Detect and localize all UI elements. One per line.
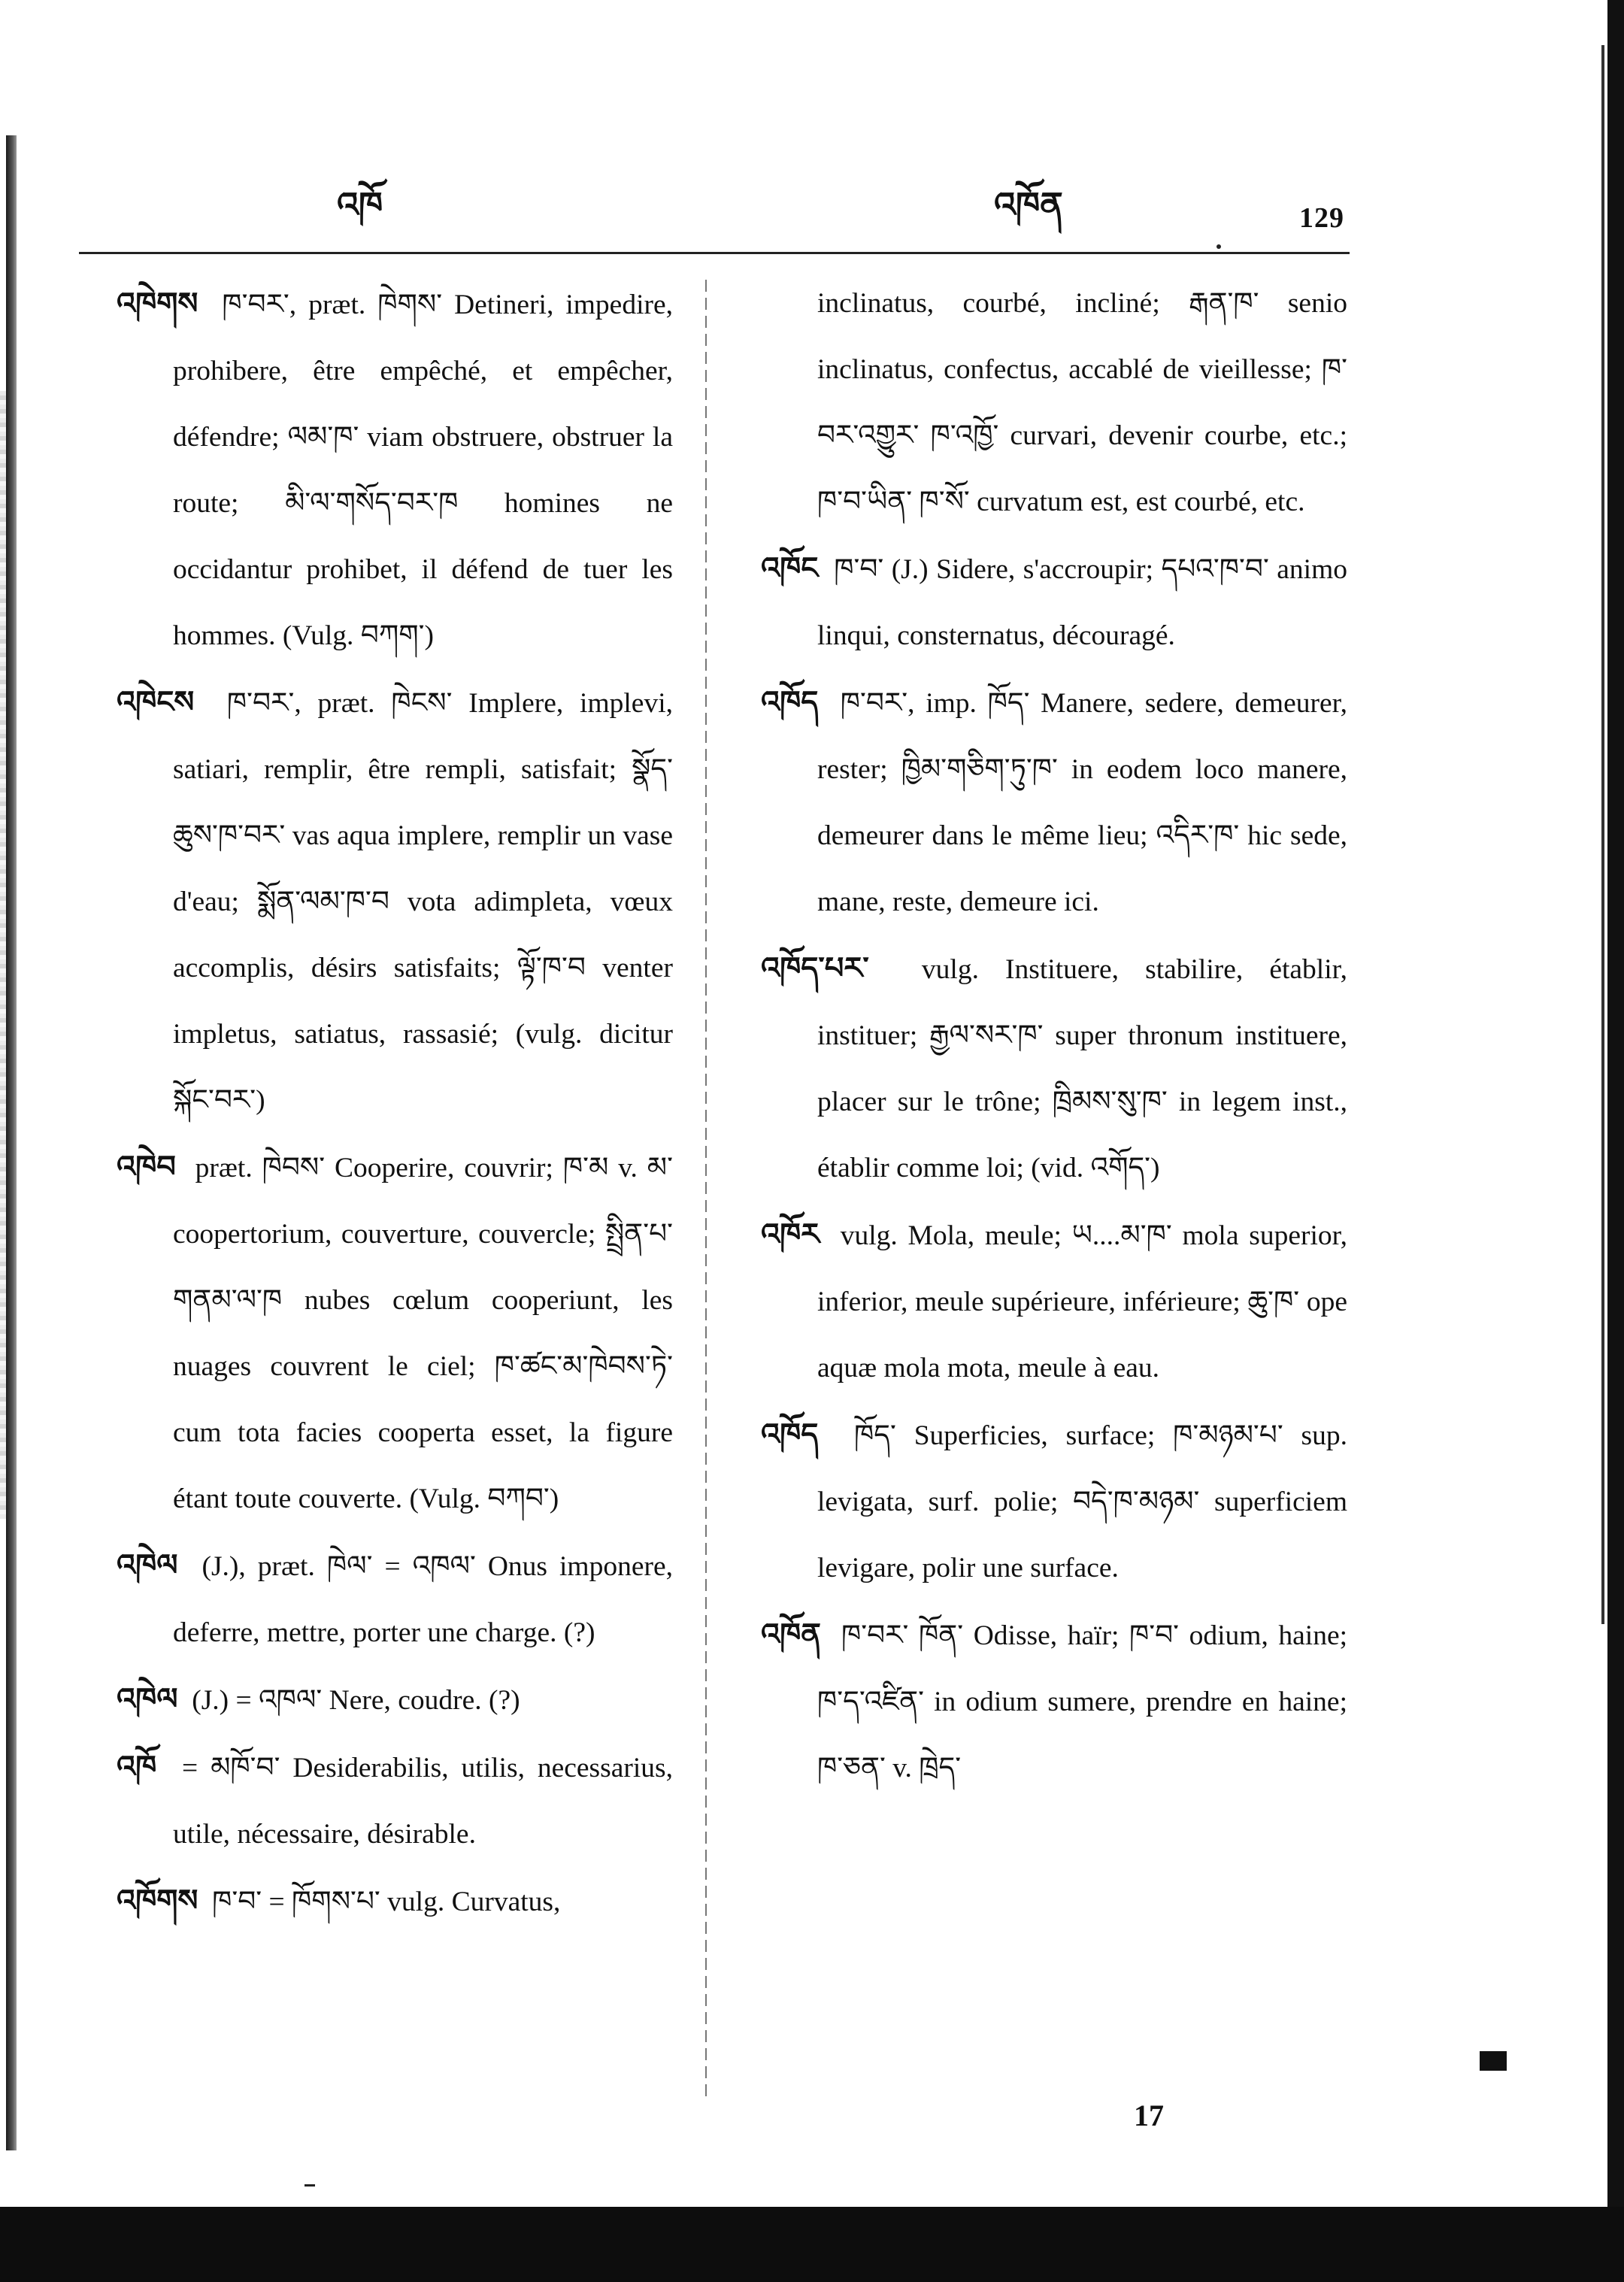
column-divider <box>705 280 707 2099</box>
entry-headword: འཁོ <box>117 1750 157 1784</box>
header-dot <box>1216 244 1221 249</box>
dictionary-entry <box>761 535 1347 669</box>
entry-headword: འཁེགས <box>117 286 198 321</box>
right-page-edge <box>1607 0 1624 2211</box>
entry-text: ཁ་བར་ ཁོན་ Odisse, haïr; ཁ་བ་ odium, haine; ཁ་ད་འཛིན་ in odium sumere, prendre en haine; ཁ་ཅན་ v. ཁྲེད་ <box>817 1620 1348 1783</box>
entry-text: = མཁོ་བ་ Desiderabilis, utilis, necessarius, utile, nécessaire, désirable. <box>173 1753 673 1850</box>
dictionary-entry <box>761 1602 1347 1802</box>
entry-text: ཁ་བར་, præt. ཁེགས་ Detineri, impedire, prohibere, être empêché, et empêcher, défendre; ལམ་ཁ་ viam obstruere, obstruer la route; མི་ལ་གསོད་བར་ཁ homines ne occidantur prohibet, il défend de tuer les hommes. (Vulg. བཀག་) <box>173 289 673 651</box>
entry-headword: འཁོད <box>761 685 819 720</box>
stray-mark <box>304 2184 315 2187</box>
dictionary-entry-continued <box>761 271 1347 535</box>
entry-text: ཁ་བར་, præt. ཁེངས་ Implere, implevi, satiari, remplir, être rempli, satisfait; སྣོད་ཆུས་ཁ་བར་ vas aqua implere, remplir un vase d'eau; སྨོན་ལམ་ཁ་བ vota adimpleta, vœux accomplis, désirs satisfaits; ལྟོ་ཁ་བ venter impletus, satiatus, rassasié; (vulg. dicitur སྐོང་བར་) <box>173 688 673 1116</box>
scan-bottom-edge <box>0 2207 1624 2282</box>
dictionary-entry <box>117 1666 673 1734</box>
entry-headword: འཁོང <box>761 551 819 586</box>
dictionary-entry <box>117 1734 673 1868</box>
running-head-left: འཁོ <box>337 184 383 225</box>
dictionary-entry <box>761 935 1347 1202</box>
dictionary-entry <box>117 1868 673 1935</box>
dictionary-entry <box>761 1202 1347 1402</box>
dictionary-entry <box>761 669 1347 935</box>
dictionary-entry <box>117 669 673 1134</box>
entry-headword: འཁེབ <box>117 1150 176 1184</box>
entry-text: præt. ཁེབས་ Cooperire, couvrir; ཁ་མ v. མ་ coopertorium, couverture, couvercle; སྤྲིན་པ་གནམ་ལ་ཁ nubes cœlum cooperiunt, les nuages couvrent le ciel; ཁ་ཚང་མ་ཁེབས་ཏེ་ cum tota facies cooperta esset, la figure étant toute couverte. (Vulg. བཀབ་) <box>173 1153 674 1514</box>
entry-headword: འཁོད་པར་ <box>761 951 869 986</box>
entry-headword: འཁེལ <box>117 1682 178 1717</box>
right-column <box>761 271 1347 1802</box>
entry-text: ཁ་བ་ (J.) Sidere, s'accroupir; དཔའ་ཁ་བ་ animo linqui, consternatus, découragé. <box>817 554 1348 651</box>
dictionary-entry <box>117 1532 673 1666</box>
left-column <box>117 271 673 1935</box>
dictionary-entry <box>761 1402 1347 1602</box>
dictionary-entry <box>117 1134 673 1532</box>
dictionary-entry <box>117 271 673 669</box>
entry-headword: འཁོན <box>761 1617 821 1652</box>
entry-text: ཁ་བར་, imp. ཁོད་ Manere, sedere, demeurer, rester; ཁྱིམ་གཅིག་ཏུ་ཁ་ in eodem loco manere, demeurer dans le même lieu; འདིར་ཁ་ hic sede, mane, reste, demeure ici. <box>817 688 1347 917</box>
right-edge-line <box>1601 45 1604 1624</box>
entry-text: inclinatus, courbé, incliné; རྒན་ཁ་ senio inclinatus, confectus, accablé de vieillesse; ཁ་བར་འགྱུར་ ཁ་འཁྱོ་ curvari, devenir courbe, etc.; ཁ་བ་ཡིན་ ཁ་སོ་ curvatum est, est courbé, etc. <box>817 288 1347 517</box>
entry-text: ཁོད་ Superficies, surface; ཁ་མཉམ་པ་ sup. levigata, surf. polie; བདེ་ཁ་མཉམ་ superficiem levigare, polir une surface. <box>817 1420 1348 1583</box>
entry-text: ཁ་བ་ = ཁོགས་པ་ vulg. Curvatus, <box>212 1887 561 1917</box>
header-rule <box>79 252 1350 254</box>
entry-headword: འཁེངས <box>117 685 195 720</box>
left-page-edge <box>6 135 17 2150</box>
entry-text: vulg. Instituere, stabilire, établir, instituer; རྒྱལ་སར་ཁ་ super thronum instituere, placer sur le trône; ཁྲིམས་སུ་ཁ་ in legem inst., établir comme loi; (vid. འགོད་) <box>817 954 1348 1183</box>
page-number: 129 <box>1299 202 1344 234</box>
entry-text: (J.) = འཁལ་ Nere, coudre. (?) <box>192 1685 520 1716</box>
entry-headword: འཁོར <box>761 1217 820 1252</box>
entry-headword: འཁོགས <box>117 1883 198 1918</box>
running-head-right: འཁོན <box>994 184 1063 225</box>
entry-text: (J.), præt. ཁེལ་ = འཁལ་ Onus imponere, deferre, mettre, porter une charge. (?) <box>173 1551 674 1648</box>
printer-mark <box>1480 2051 1507 2071</box>
signature-mark: 17 <box>1134 2099 1164 2132</box>
entry-text: vulg. Mola, meule; ཡ....མ་ཁ་ mola superior, inferior, meule supérieure, inférieure; ཆུ་ཁ་ ope aquæ mola mota, meule à eau. <box>817 1220 1348 1383</box>
entry-headword: འཁེལ <box>117 1548 178 1583</box>
entry-headword: འཁོད <box>761 1417 819 1452</box>
